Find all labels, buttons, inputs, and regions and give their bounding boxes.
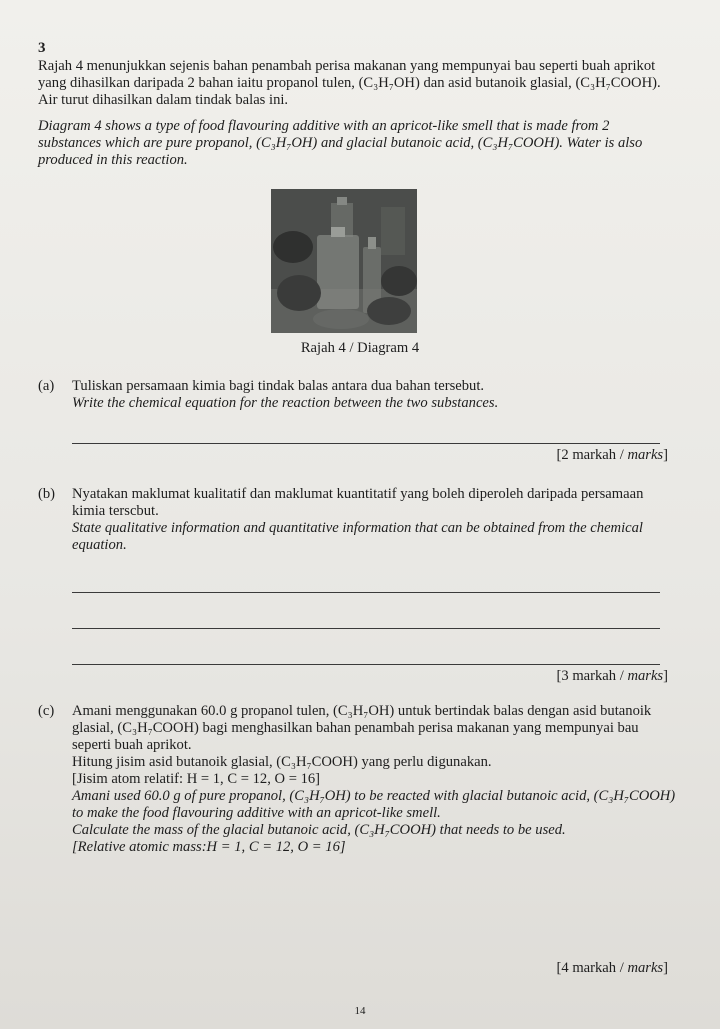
- part-a-english: Write the chemical equation for the reaction between the two substances.: [72, 395, 499, 411]
- part-b-english: State qualitative information and quantitative information that can be obtained from the chemical equation.: [72, 520, 643, 553]
- part-c-malay-2: Hitung jisim asid butanoik glasial, (C₃H₇COOH) yang perlu digunakan.: [72, 754, 492, 770]
- part-b-label: (b): [38, 486, 56, 502]
- part-c: [38, 703, 678, 856]
- intro-malay: Rajah 4 menunjukkan sejenis bahan penambah perisa makanan yang mempunyai bau seperti buah aprikot yang dihasilkan daripada 2 bahan iaitu propanol tulen, (C₃H₇OH) dan asid butanoik glasial, (C₃H₇COOH). Air turut dihasilkan dalam tindak balas ini.: [38, 58, 661, 108]
- part-a: [38, 378, 678, 412]
- part-b: [38, 486, 678, 554]
- part-c-malay-3: [Jisim atom relatif: H = 1, C = 12, O = 16]: [72, 771, 321, 787]
- part-c-english-2: Calculate the mass of the glacial butanoic acid, (C₃H₇COOH) that needs to be used.: [72, 822, 566, 838]
- part-c-marks: [4 markah / marks]: [556, 960, 668, 976]
- answer-line-b-3[interactable]: [72, 664, 660, 665]
- answer-line-a-1[interactable]: [72, 443, 660, 444]
- bottles-illustration: [271, 189, 417, 333]
- part-a-label: (a): [38, 378, 55, 394]
- intro-english: Diagram 4 shows a type of food flavouring additive with an apricot-like smell that is made from 2 substances which are pure propanol, (C₃H₇OH) and glacial butanoic acid, (C₃H₇COOH). Water is also produced in this reaction.: [38, 118, 643, 168]
- flavouring-photo: [271, 189, 417, 333]
- answer-line-b-1[interactable]: [72, 592, 660, 593]
- part-a-malay: Tuliskan persamaan kimia bagi tindak balas antara dua bahan tersebut.: [72, 378, 485, 394]
- page-number: 14: [354, 1005, 366, 1017]
- part-b-malay: Nyatakan maklumat kualitatif dan maklumat kuantitatif yang boleh diperoleh daripada persamaan kimia terscbut.: [72, 486, 644, 519]
- answer-line-b-2[interactable]: [72, 628, 660, 629]
- part-b-marks: [3 markah / marks]: [556, 668, 668, 684]
- part-a-marks: [2 markah / marks]: [556, 447, 668, 463]
- figure-caption: Rajah 4 / Diagram 4: [300, 340, 420, 356]
- part-c-english-3: [Relative atomic mass:H = 1, C = 12, O = 16]: [72, 839, 346, 855]
- part-c-label: (c): [38, 703, 55, 719]
- part-c-malay: Amani menggunakan 60.0 g propanol tulen, (C₃H₇OH) untuk bertindak balas dengan asid butanoik glasial, (C₃H₇COOH) bagi menghasilkan bahan penambah perisa makanan yang mempunyai bau seperti buah aprikot.: [72, 703, 652, 753]
- question-number: 3: [38, 40, 46, 56]
- part-c-english: Amani used 60.0 g of pure propanol, (C₃H₇OH) to be reacted with glacial butanoic acid, (C₃H₇COOH) to make the food flavouring additive with an apricot-like smell.: [72, 788, 676, 821]
